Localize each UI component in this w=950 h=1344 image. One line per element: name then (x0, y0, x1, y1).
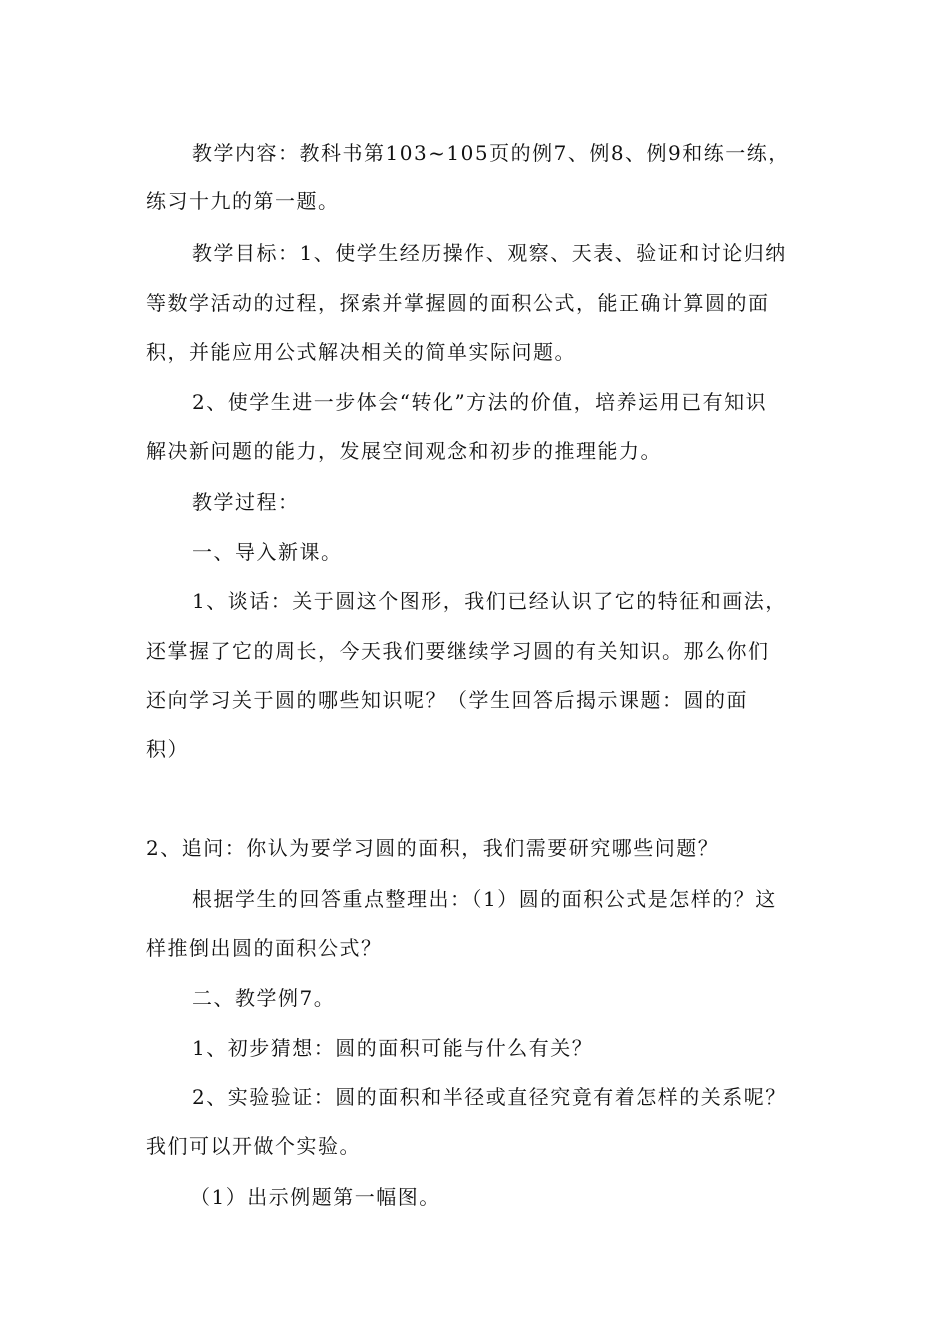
text-line: 2、追问：你认为要学习圆的面积，我们需要研究哪些问题？ (146, 836, 720, 860)
text-line: 二、教学例7。 (192, 986, 336, 1010)
text-line: 2、使学生进一步体会“转化”方法的价值，培养运用已有知识 (192, 390, 768, 414)
text-line: （1）出示例题第一幅图。 (190, 1185, 441, 1209)
text-line: 还向学习关于圆的哪些知识呢？（学生回答后揭示课题：圆的面 (146, 688, 748, 712)
text-line: 还掌握了它的周长，今天我们要继续学习圆的有关知识。那么你们 (146, 639, 770, 663)
text-line: 2、实验验证：圆的面积和半径或直径究竟有着怎样的关系呢？ (192, 1085, 787, 1109)
text-line: 积） (146, 737, 189, 761)
text-line: 样推倒出圆的面积公式？ (146, 936, 383, 960)
text-line: 练习十九的第一题。 (146, 189, 340, 213)
text-line: 教学过程： (192, 490, 300, 514)
text-line: 教学内容：教科书第103~105页的例7、例8、例9和练一练， (192, 141, 790, 165)
text-line: 根据学生的回答重点整理出：（1）圆的面积公式是怎样的？这 (192, 887, 777, 911)
text-line: 积，并能应用公式解决相关的简单实际问题。 (146, 340, 576, 364)
text-line: 教学目标：1、使学生经历操作、观察、天表、验证和讨论归纳 (192, 241, 787, 265)
text-line: 一、导入新课。 (192, 540, 343, 564)
text-line: 我们可以开做个实验。 (146, 1134, 361, 1158)
text-line: 等数学活动的过程，探索并掌握圆的面积公式，能正确计算圆的面 (146, 291, 770, 315)
text-line: 1、谈话：关于圆这个图形，我们已经认识了它的特征和画法， (192, 589, 787, 613)
text-line: 1、初步猜想：圆的面积可能与什么有关？ (192, 1036, 594, 1060)
text-line: 解决新问题的能力，发展空间观念和初步的推理能力。 (146, 439, 662, 463)
